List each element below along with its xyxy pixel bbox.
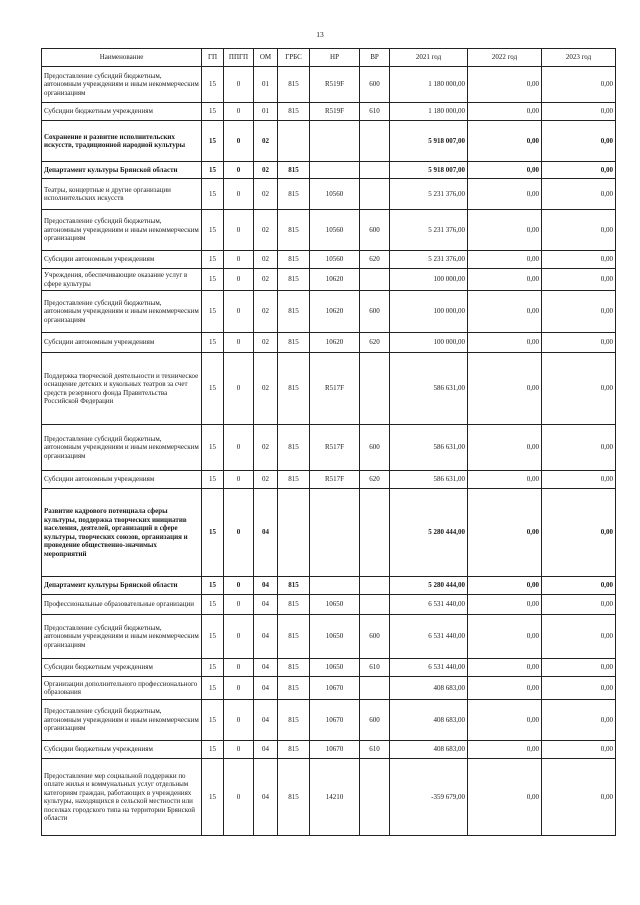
row-ppgp: 0 xyxy=(224,659,254,677)
row-ppgp: 0 xyxy=(224,121,254,162)
row-nr: 10620 xyxy=(310,291,360,333)
row-gp: 15 xyxy=(202,333,224,353)
row-grbs: 815 xyxy=(278,700,310,741)
table-row xyxy=(42,210,616,251)
row-vr: 600 xyxy=(360,291,390,333)
row-2023: 0,00 xyxy=(542,67,616,103)
row-2022: 0,00 xyxy=(468,577,542,595)
row-2022: 0,00 xyxy=(468,67,542,103)
row-ppgp: 0 xyxy=(224,700,254,741)
row-gp: 15 xyxy=(202,759,224,836)
row-2022: 0,00 xyxy=(468,291,542,333)
row-ppgp: 0 xyxy=(224,425,254,471)
row-nr: 10650 xyxy=(310,615,360,659)
row-nr: R517F xyxy=(310,471,360,489)
row-om: 02 xyxy=(254,353,278,425)
row-2021: 100 000,00 xyxy=(390,333,468,353)
row-name: Субсидии бюджетным учреждениям xyxy=(42,659,202,677)
row-2023: 0,00 xyxy=(542,291,616,333)
row-nr: 10560 xyxy=(310,251,360,269)
row-gp: 15 xyxy=(202,353,224,425)
row-vr: 610 xyxy=(360,103,390,121)
row-om: 02 xyxy=(254,210,278,251)
row-om: 02 xyxy=(254,471,278,489)
row-name: Поддержка творческой деятельности и техническое оснащение детских и кукольных театров за счет средств резервного фонда Правительства Российской Федерации xyxy=(42,353,202,425)
row-nr: R517F xyxy=(310,353,360,425)
table-row xyxy=(42,471,616,489)
row-2021: 5 231 376,00 xyxy=(390,210,468,251)
row-nr: 10560 xyxy=(310,179,360,210)
row-gp: 15 xyxy=(202,577,224,595)
row-name: Сохранение и развитие исполнительских искусств, традиционной народной культуры xyxy=(42,121,202,162)
row-vr xyxy=(360,595,390,615)
row-vr: 600 xyxy=(360,67,390,103)
row-2023: 0,00 xyxy=(542,353,616,425)
row-om: 04 xyxy=(254,595,278,615)
row-name: Субсидии автономным учреждениям xyxy=(42,471,202,489)
row-vr xyxy=(360,269,390,291)
row-name: Организации дополнительного профессионального образования xyxy=(42,677,202,700)
row-grbs: 815 xyxy=(278,103,310,121)
col-header-vr: ВР xyxy=(360,49,390,67)
row-2022: 0,00 xyxy=(468,269,542,291)
row-2021: 100 000,00 xyxy=(390,291,468,333)
row-2022: 0,00 xyxy=(468,489,542,577)
row-2021: 1 180 000,00 xyxy=(390,67,468,103)
row-2022: 0,00 xyxy=(468,210,542,251)
row-name: Субсидии бюджетным учреждениям xyxy=(42,741,202,759)
row-nr: R519F xyxy=(310,67,360,103)
row-gp: 15 xyxy=(202,659,224,677)
row-2022: 0,00 xyxy=(468,425,542,471)
row-vr: 600 xyxy=(360,700,390,741)
row-grbs: 815 xyxy=(278,471,310,489)
table-row xyxy=(42,677,616,700)
row-2023: 0,00 xyxy=(542,425,616,471)
row-ppgp: 0 xyxy=(224,210,254,251)
row-2023: 0,00 xyxy=(542,269,616,291)
row-2022: 0,00 xyxy=(468,595,542,615)
row-vr xyxy=(360,759,390,836)
table-row xyxy=(42,333,616,353)
table-row xyxy=(42,353,616,425)
row-name: Субсидии бюджетным учреждениям xyxy=(42,103,202,121)
row-om: 02 xyxy=(254,333,278,353)
row-2022: 0,00 xyxy=(468,121,542,162)
table-row xyxy=(42,251,616,269)
row-grbs: 815 xyxy=(278,659,310,677)
row-name: Предоставление субсидий бюджетным, автономным учреждениям и иным некоммерческим организациям xyxy=(42,425,202,471)
row-gp: 15 xyxy=(202,162,224,179)
col-header-2021: 2021 год xyxy=(390,49,468,67)
col-header-ppgp: ППГП xyxy=(224,49,254,67)
row-grbs: 815 xyxy=(278,162,310,179)
row-grbs: 815 xyxy=(278,741,310,759)
row-gp: 15 xyxy=(202,741,224,759)
row-2021: 6 531 440,00 xyxy=(390,595,468,615)
row-name: Предоставление субсидий бюджетным, автономным учреждениям и иным некоммерческим организациям xyxy=(42,210,202,251)
row-gp: 15 xyxy=(202,210,224,251)
row-vr: 600 xyxy=(360,425,390,471)
row-name: Департамент культуры Брянской области xyxy=(42,162,202,179)
row-ppgp: 0 xyxy=(224,577,254,595)
row-grbs: 815 xyxy=(278,291,310,333)
row-ppgp: 0 xyxy=(224,333,254,353)
row-grbs: 815 xyxy=(278,759,310,836)
row-2021: 408 683,00 xyxy=(390,677,468,700)
row-ppgp: 0 xyxy=(224,471,254,489)
row-name: Профессиональные образовательные организации xyxy=(42,595,202,615)
row-om: 04 xyxy=(254,741,278,759)
table-row xyxy=(42,103,616,121)
row-2021: 5 280 444,00 xyxy=(390,577,468,595)
row-2023: 0,00 xyxy=(542,615,616,659)
row-ppgp: 0 xyxy=(224,103,254,121)
row-name: Предоставление субсидий бюджетным, автономным учреждениям и иным некоммерческим организациям xyxy=(42,700,202,741)
row-ppgp: 0 xyxy=(224,291,254,333)
row-2023: 0,00 xyxy=(542,677,616,700)
row-nr xyxy=(310,121,360,162)
row-om: 02 xyxy=(254,179,278,210)
row-vr xyxy=(360,353,390,425)
row-grbs: 815 xyxy=(278,333,310,353)
row-grbs xyxy=(278,489,310,577)
row-vr: 620 xyxy=(360,471,390,489)
row-name: Театры, концертные и другие организации исполнительских искусств xyxy=(42,179,202,210)
row-ppgp: 0 xyxy=(224,353,254,425)
col-header-nr: НР xyxy=(310,49,360,67)
table-row xyxy=(42,595,616,615)
row-2022: 0,00 xyxy=(468,615,542,659)
row-name: Развитие кадрового потенциала сферы культуры, поддержка творческих инициатив населения, деятелей, организаций в сфере культуры, творческих союзов, организация и проведение общественно-значимых мероприятий xyxy=(42,489,202,577)
row-ppgp: 0 xyxy=(224,595,254,615)
page-number: 13 xyxy=(316,30,324,39)
row-2021: -359 679,00 xyxy=(390,759,468,836)
col-header-2022: 2022 год xyxy=(468,49,542,67)
row-gp: 15 xyxy=(202,121,224,162)
row-nr: 10670 xyxy=(310,741,360,759)
col-header-gp: ГП xyxy=(202,49,224,67)
row-om: 04 xyxy=(254,759,278,836)
row-2023: 0,00 xyxy=(542,251,616,269)
row-grbs: 815 xyxy=(278,67,310,103)
row-om: 02 xyxy=(254,269,278,291)
row-2021: 6 531 440,00 xyxy=(390,615,468,659)
row-nr: 10650 xyxy=(310,595,360,615)
row-grbs: 815 xyxy=(278,179,310,210)
table-row xyxy=(42,577,616,595)
row-ppgp: 0 xyxy=(224,162,254,179)
row-2021: 100 000,00 xyxy=(390,269,468,291)
row-gp: 15 xyxy=(202,615,224,659)
row-om: 02 xyxy=(254,425,278,471)
row-2023: 0,00 xyxy=(542,103,616,121)
row-om: 01 xyxy=(254,103,278,121)
table-header-row xyxy=(42,49,616,67)
row-name: Субсидии автономным учреждениям xyxy=(42,251,202,269)
table-row xyxy=(42,162,616,179)
row-nr xyxy=(310,162,360,179)
row-vr xyxy=(360,179,390,210)
row-2023: 0,00 xyxy=(542,659,616,677)
row-vr: 610 xyxy=(360,741,390,759)
row-2023: 0,00 xyxy=(542,179,616,210)
row-gp: 15 xyxy=(202,425,224,471)
col-header-2023: 2023 год xyxy=(542,49,616,67)
row-nr: 10620 xyxy=(310,333,360,353)
row-2021: 5 231 376,00 xyxy=(390,251,468,269)
row-vr xyxy=(360,577,390,595)
row-nr xyxy=(310,489,360,577)
row-2022: 0,00 xyxy=(468,471,542,489)
row-ppgp: 0 xyxy=(224,615,254,659)
table-row xyxy=(42,741,616,759)
row-2021: 1 180 000,00 xyxy=(390,103,468,121)
row-name: Предоставление мер социальной поддержки по оплате жилья и коммунальных услуг отдельным категориям граждан, работающих в учреждениях культуры, находящихся в сельской местности или поселках городского типа на территории Брянской области xyxy=(42,759,202,836)
row-om: 02 xyxy=(254,291,278,333)
row-gp: 15 xyxy=(202,269,224,291)
row-ppgp: 0 xyxy=(224,251,254,269)
row-om: 02 xyxy=(254,121,278,162)
col-header-om: ОМ xyxy=(254,49,278,67)
row-ppgp: 0 xyxy=(224,759,254,836)
row-2022: 0,00 xyxy=(468,179,542,210)
row-ppgp: 0 xyxy=(224,269,254,291)
col-header-name: Наименование xyxy=(42,49,202,67)
row-om: 02 xyxy=(254,251,278,269)
row-om: 04 xyxy=(254,700,278,741)
budget-table xyxy=(41,48,616,836)
row-2023: 0,00 xyxy=(542,121,616,162)
row-2022: 0,00 xyxy=(468,677,542,700)
row-name: Предоставление субсидий бюджетным, автономным учреждениям и иным некоммерческим организациям xyxy=(42,615,202,659)
row-name: Субсидии автономным учреждениям xyxy=(42,333,202,353)
row-name: Департамент культуры Брянской области xyxy=(42,577,202,595)
row-2023: 0,00 xyxy=(542,489,616,577)
row-grbs: 815 xyxy=(278,595,310,615)
row-name: Предоставление субсидий бюджетным, автономным учреждениям и иным некоммерческим организациям xyxy=(42,67,202,103)
row-nr: 14210 xyxy=(310,759,360,836)
row-nr: R517F xyxy=(310,425,360,471)
row-ppgp: 0 xyxy=(224,489,254,577)
row-2022: 0,00 xyxy=(468,741,542,759)
row-2022: 0,00 xyxy=(468,700,542,741)
row-gp: 15 xyxy=(202,291,224,333)
row-name: Предоставление субсидий бюджетным, автономным учреждениям и иным некоммерческим организациям xyxy=(42,291,202,333)
row-grbs: 815 xyxy=(278,353,310,425)
row-nr: 10670 xyxy=(310,700,360,741)
row-gp: 15 xyxy=(202,103,224,121)
row-grbs: 815 xyxy=(278,269,310,291)
row-2021: 586 631,00 xyxy=(390,471,468,489)
table-row xyxy=(42,425,616,471)
row-2022: 0,00 xyxy=(468,103,542,121)
row-gp: 15 xyxy=(202,677,224,700)
row-2021: 5 918 007,00 xyxy=(390,121,468,162)
row-2023: 0,00 xyxy=(542,741,616,759)
row-nr: 10560 xyxy=(310,210,360,251)
row-gp: 15 xyxy=(202,700,224,741)
row-gp: 15 xyxy=(202,67,224,103)
table-row xyxy=(42,269,616,291)
row-vr: 620 xyxy=(360,333,390,353)
row-nr: 10670 xyxy=(310,677,360,700)
row-nr: 10620 xyxy=(310,269,360,291)
row-ppgp: 0 xyxy=(224,179,254,210)
row-om: 02 xyxy=(254,162,278,179)
row-gp: 15 xyxy=(202,179,224,210)
row-2021: 5 231 376,00 xyxy=(390,179,468,210)
row-gp: 15 xyxy=(202,489,224,577)
row-om: 04 xyxy=(254,489,278,577)
row-om: 04 xyxy=(254,659,278,677)
row-2022: 0,00 xyxy=(468,353,542,425)
row-2023: 0,00 xyxy=(542,577,616,595)
row-2022: 0,00 xyxy=(468,659,542,677)
row-2022: 0,00 xyxy=(468,162,542,179)
row-2021: 5 918 007,00 xyxy=(390,162,468,179)
row-2021: 408 683,00 xyxy=(390,741,468,759)
row-2021: 6 531 440,00 xyxy=(390,659,468,677)
row-2023: 0,00 xyxy=(542,333,616,353)
row-vr: 600 xyxy=(360,615,390,659)
table-row xyxy=(42,659,616,677)
row-vr xyxy=(360,489,390,577)
row-om: 04 xyxy=(254,677,278,700)
row-grbs: 815 xyxy=(278,210,310,251)
table-row xyxy=(42,67,616,103)
row-nr xyxy=(310,577,360,595)
row-2021: 408 683,00 xyxy=(390,700,468,741)
row-vr xyxy=(360,121,390,162)
row-2023: 0,00 xyxy=(542,595,616,615)
row-nr: 10650 xyxy=(310,659,360,677)
row-nr: R519F xyxy=(310,103,360,121)
table-row xyxy=(42,291,616,333)
table-row xyxy=(42,759,616,836)
row-2022: 0,00 xyxy=(468,333,542,353)
row-vr: 610 xyxy=(360,659,390,677)
row-gp: 15 xyxy=(202,471,224,489)
row-2022: 0,00 xyxy=(468,251,542,269)
row-grbs: 815 xyxy=(278,677,310,700)
row-grbs: 815 xyxy=(278,615,310,659)
table-row xyxy=(42,179,616,210)
row-2023: 0,00 xyxy=(542,759,616,836)
table-row xyxy=(42,615,616,659)
row-vr: 620 xyxy=(360,251,390,269)
row-2023: 0,00 xyxy=(542,700,616,741)
row-2021: 5 280 444,00 xyxy=(390,489,468,577)
row-om: 04 xyxy=(254,615,278,659)
row-2021: 586 631,00 xyxy=(390,353,468,425)
row-name: Учреждения, обеспечивающие оказание услуг в сфере культуры xyxy=(42,269,202,291)
row-vr: 600 xyxy=(360,210,390,251)
row-ppgp: 0 xyxy=(224,741,254,759)
row-grbs xyxy=(278,121,310,162)
col-header-grbs: ГРБС xyxy=(278,49,310,67)
row-2022: 0,00 xyxy=(468,759,542,836)
row-om: 01 xyxy=(254,67,278,103)
row-2023: 0,00 xyxy=(542,210,616,251)
row-2023: 0,00 xyxy=(542,471,616,489)
row-vr xyxy=(360,162,390,179)
row-2021: 586 631,00 xyxy=(390,425,468,471)
table-row xyxy=(42,700,616,741)
row-grbs: 815 xyxy=(278,251,310,269)
row-2023: 0,00 xyxy=(542,162,616,179)
row-om: 04 xyxy=(254,577,278,595)
row-ppgp: 0 xyxy=(224,677,254,700)
row-grbs: 815 xyxy=(278,577,310,595)
row-vr xyxy=(360,677,390,700)
table-row xyxy=(42,489,616,577)
table-row xyxy=(42,121,616,162)
row-grbs: 815 xyxy=(278,425,310,471)
row-gp: 15 xyxy=(202,251,224,269)
row-ppgp: 0 xyxy=(224,67,254,103)
row-gp: 15 xyxy=(202,595,224,615)
